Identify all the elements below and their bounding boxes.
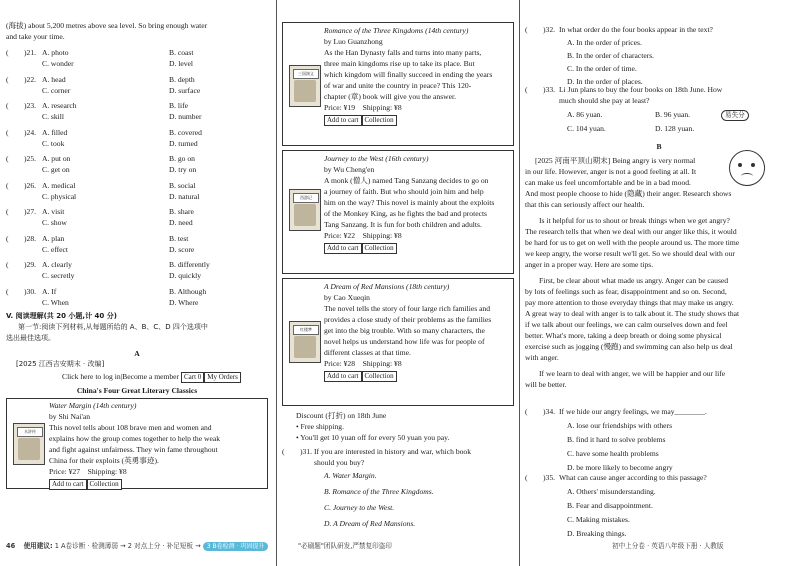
- cloze-question: ( )21. A. photo B. coast: [6, 48, 194, 57]
- option-d[interactable]: D. 128 yuan.: [655, 124, 695, 133]
- option-a[interactable]: A. In the order of prices.: [567, 38, 642, 47]
- cloze-question-options: [6, 164, 268, 175]
- para3-line-2: by lots of feelings such as fear, disappointment and so on. Second,: [525, 287, 727, 296]
- discount-bullet-2: • You'll get 10 yuan off for every 50 yuan you pay.: [296, 433, 450, 442]
- option-d[interactable]: D. Where: [169, 297, 199, 307]
- book-title: Romance of the Three Kingdoms (14th century): [324, 26, 469, 35]
- book-shipping: Shipping: ¥8: [362, 103, 402, 112]
- book-title: A Dream of Red Mansions (18th century): [324, 282, 450, 291]
- book-desc-5: chapter (章) book will give you the answer.: [324, 92, 457, 101]
- passage-b-body: [525, 155, 793, 390]
- cloze-question-options: [6, 191, 268, 202]
- passage-a-source: [2025 江西吉安期末 · 改编]: [16, 360, 105, 368]
- option-b[interactable]: B. differently: [169, 260, 210, 269]
- collection-button[interactable]: Collection: [362, 243, 397, 254]
- add-to-cart-button[interactable]: Add to cart: [324, 115, 362, 126]
- option-b[interactable]: B. depth: [169, 74, 195, 84]
- classics-title: China's Four Great Literary Classics: [76, 386, 198, 395]
- para3-line-4: A great way to deal with anger is to talk about it. The study shows that: [525, 309, 740, 318]
- book-desc-3: get into the big trouble. With so many characters, the: [324, 326, 485, 335]
- option-a[interactable]: A. 86 yuan.: [567, 110, 603, 119]
- option-c[interactable]: C. Journey to the West.: [324, 503, 395, 512]
- book-shipping: Shipping: ¥8: [87, 467, 127, 476]
- usage-step-2: 2 对点上分 · 补足短板 →: [127, 542, 201, 550]
- cloze-question: ( )26. A. medical B. social: [6, 180, 196, 190]
- para2-line-2: The research tells that when we deal with our anger like this, it would: [525, 227, 737, 236]
- para3-line-5: if we talk about our feelings, we can calm ourselves down and feel: [525, 320, 728, 329]
- book-desc-3: which kingdom will finally succeed in ending the years: [324, 70, 493, 79]
- para2-line-3: be hard for us to get on well with the people around us. The more time: [525, 238, 740, 247]
- intro-line-1: (海拔) about 5,200 metres above sea level. So bring enough water: [6, 21, 208, 30]
- book-desc-2: a journey of faith. But who should join him and help: [324, 187, 484, 196]
- book-desc-1: As the Han Dynasty falls and turns into many parts,: [324, 48, 482, 57]
- option-d[interactable]: D. need: [169, 218, 193, 227]
- option-a[interactable]: A. visit: [42, 207, 65, 216]
- para3-line-3: pay more attention to those everyday things that may make us angry.: [525, 298, 734, 307]
- para4-line-2: will be better.: [525, 380, 567, 389]
- option-c[interactable]: C. wonder: [42, 59, 74, 68]
- book-desc-1: A monk (僧人) named Tang Sanzang decides to go on: [324, 176, 489, 185]
- cloze-question-options: [6, 85, 268, 96]
- option-c[interactable]: C. took: [42, 138, 65, 148]
- option-d[interactable]: D. Breaking things.: [567, 529, 627, 538]
- book-desc-4: novel helps us understand how life was for people of: [324, 337, 485, 346]
- option-a[interactable]: A. Others' misunderstanding.: [567, 487, 656, 496]
- para3-line-7: exercise such as jogging (慢跑) and swimming can also help us deal: [525, 342, 733, 351]
- question-35: ( )35. What can cause anger according to this passage? A. Others' misunderstanding. B. Fear and disappointment. C. Making mistakes. D. Breaking things.: [525, 473, 707, 538]
- book-author: by Shi Nai'an: [49, 412, 91, 421]
- cloze-question: ( )23. A. research B. life: [6, 101, 188, 110]
- para1-line-1: [2025 河南平顶山期末] Being angry is very normal: [535, 156, 696, 165]
- book-desc-3: him on the way? This novel is mainly about the exploits: [324, 198, 495, 207]
- option-d[interactable]: D. try on: [169, 165, 197, 174]
- option-c[interactable]: C. 104 yuan.: [567, 124, 606, 133]
- option-c[interactable]: C. effect: [42, 244, 69, 254]
- option-b[interactable]: B. go on: [169, 154, 195, 163]
- book-author: by Wu Cheng'en: [324, 165, 375, 174]
- option-d[interactable]: D. level: [169, 59, 194, 68]
- book-desc-1: This novel tells about 108 brave men and women and: [49, 423, 212, 432]
- para4-line-1: If we learn to deal with anger, we will be happier and our life: [539, 369, 726, 378]
- option-a[interactable]: A. photo: [42, 48, 69, 57]
- cloze-question: ( )25. A. put on B. go on: [6, 154, 195, 163]
- book-shipping: Shipping: ¥8: [362, 231, 402, 240]
- cloze-question: ( )22. A. head B. depth: [6, 74, 195, 84]
- option-c[interactable]: C. get on: [42, 165, 70, 174]
- page-number: 46: [6, 542, 16, 550]
- para1-line-4: And most people choose to hide (隐藏) their anger. Research shows: [525, 189, 732, 198]
- para3-line-6: better. What's more, taking a deep breath or doing some physical: [525, 331, 722, 340]
- book-desc-4: China for their exploits (英勇事迹).: [49, 456, 159, 465]
- cloze-question-options: [6, 270, 268, 281]
- book-desc-4: of the Monkey King, as he fights the bad and protects: [324, 209, 488, 218]
- my-orders-button[interactable]: My Orders: [204, 372, 241, 383]
- question-31: ( )31. If you are interested in history and war, which book should you buy? A. Water Margin. B. Romance of the Three Kingdoms. C. Journey to the West. D. A Dream of Red Mansions.: [282, 447, 472, 528]
- option-d[interactable]: D. A Dream of Red Mansions.: [324, 519, 416, 528]
- error-prone-badge: 易失分: [721, 110, 749, 121]
- option-a[interactable]: A. put on: [42, 154, 71, 163]
- option-c[interactable]: C. corner: [42, 85, 71, 95]
- collection-button[interactable]: Collection: [87, 479, 122, 490]
- option-c[interactable]: C. In the order of time.: [567, 64, 637, 73]
- book-desc-5: Tang Sanzang. It is fun for both children and adults.: [324, 220, 482, 229]
- option-d[interactable]: D. be more likely to become angry: [567, 463, 673, 472]
- question-32: ( )32. In what order do the four books appear in the text? A. In the order of prices. B. In the order of characters. C. In the order of time. D. In the order of places.: [525, 25, 713, 86]
- option-d[interactable]: D. natural: [169, 191, 200, 201]
- option-c[interactable]: C. skill: [42, 112, 64, 121]
- book-cover-image: 红楼梦: [289, 321, 321, 363]
- option-d[interactable]: D. turned: [169, 138, 198, 148]
- book-price: Price: ¥28: [324, 359, 356, 368]
- book-desc-5: different classes at that time.: [324, 348, 411, 357]
- option-d[interactable]: D. quickly: [169, 271, 202, 280]
- book-title: Water Margin (14th century): [49, 401, 137, 410]
- usage-step-1: 1 A卷诊断 · 检测薄弱 →: [54, 542, 126, 550]
- passage-a-letter: A: [134, 349, 140, 358]
- option-b[interactable]: B. social: [169, 180, 196, 190]
- cart-button[interactable]: Cart 0: [181, 372, 204, 383]
- option-b[interactable]: B. Romance of the Three Kingdoms.: [324, 487, 434, 496]
- book-desc-1: The novel tells the story of four large rich families and: [324, 304, 491, 313]
- cloze-question-options: [6, 244, 268, 255]
- cloze-question-options: [6, 217, 268, 228]
- option-b[interactable]: B. life: [169, 101, 188, 110]
- option-b[interactable]: B. 96 yuan.: [655, 110, 691, 119]
- passage-b-letter: B: [656, 142, 662, 151]
- collection-button[interactable]: Collection: [362, 115, 397, 126]
- discount-heading: Discount (打折) on 18th June: [296, 411, 387, 420]
- book-cover-image: 水浒传: [13, 423, 45, 465]
- option-c[interactable]: C. have some health problems: [567, 449, 659, 458]
- option-b[interactable]: B. find it hard to solve problems: [567, 435, 666, 444]
- book-price: Price: ¥19: [324, 103, 356, 112]
- book-desc-2: explains how the group comes together to help the weak: [49, 434, 221, 443]
- para1-line-5: that this can seriously affect our health.: [525, 200, 645, 209]
- option-b[interactable]: B. Fear and disappointment.: [567, 501, 653, 510]
- question-33: ( )33. Li Jun plans to buy the four books on 18th June. How much should she pay at least? A. 86 yuan. B. 96 yuan. C. 104 yuan. D. 128 yuan.: [525, 85, 723, 133]
- book-desc-4: of war and unite the country in peace? This 120-: [324, 81, 472, 90]
- option-b[interactable]: B. test: [169, 233, 189, 243]
- footer-right: 初中上分卷 · 英语八年级下册 · 人教版: [612, 542, 724, 550]
- book-cover-image: 三国演义: [289, 65, 321, 107]
- book-card-three-kingdoms: [282, 22, 514, 146]
- book-card-journey-west: [282, 150, 514, 274]
- cloze-question: ( )28. A. plan B. test: [6, 233, 189, 243]
- option-c[interactable]: C. When: [42, 297, 69, 307]
- option-a[interactable]: A. Water Margin.: [324, 471, 377, 480]
- cloze-question-options: [6, 58, 268, 69]
- book-shipping: Shipping: ¥8: [362, 359, 402, 368]
- cloze-question: ( )29. A. clearly B. differently: [6, 260, 210, 269]
- cloze-question: ( )24. A. filled B. covered: [6, 127, 202, 137]
- option-c[interactable]: C. secretly: [42, 271, 75, 280]
- para2-line-5: anger in a proper way. Here are some tips.: [525, 260, 654, 269]
- para3-line-8: with anger.: [525, 353, 559, 362]
- cloze-question-list: [6, 47, 268, 312]
- para3-line-1: First, be clear about what made us angry. Anger can be caused: [539, 276, 729, 285]
- add-to-cart-button[interactable]: Add to cart: [324, 243, 362, 254]
- option-b[interactable]: B. covered: [169, 127, 202, 137]
- option-a[interactable]: A. clearly: [42, 260, 72, 269]
- footer-left: [6, 540, 268, 551]
- footer-center: "必刷题"团队研发,严禁复印盗印: [298, 542, 392, 550]
- option-a[interactable]: A. research: [42, 101, 77, 110]
- option-a[interactable]: A. head: [42, 74, 66, 84]
- book-author: by Cao Xueqin: [324, 293, 370, 302]
- book-title: Journey to the West (16th century): [324, 154, 429, 163]
- option-a[interactable]: A. filled: [42, 127, 68, 137]
- question-34: ( )34. If we hide our angry feelings, we may________. A. lose our friendships with others B. find it hard to solve problems C. have some health problems D. be more likely to become angry: [525, 407, 707, 472]
- discount-bullet-1: • Free shipping.: [296, 422, 345, 431]
- book-card-red-mansions: [282, 278, 514, 406]
- intro-line-2: and take your time.: [6, 32, 65, 41]
- section-instruction-1: 第一节:阅读下列材料,从每题所给的 A、B、C、D 四个选项中: [18, 323, 208, 331]
- cloze-question: ( )30. A. If B. Although: [6, 286, 207, 296]
- option-d[interactable]: D. score: [169, 244, 195, 254]
- section-title: V. 阅读理解(共 20 小题,计 40 分): [6, 312, 117, 320]
- login-link[interactable]: Click here to log in|Become a member: [62, 372, 180, 381]
- option-a[interactable]: A. If: [42, 286, 57, 296]
- book-cover-image: 西游记: [289, 189, 321, 231]
- book-desc-2: provides a close study of their problems as the families: [324, 315, 492, 324]
- option-b[interactable]: B. Although: [169, 286, 207, 296]
- para2-line-1: Is it helpful for us to shout or break things when we get angry?: [539, 216, 730, 225]
- usage-step-3: 3 B卷检测 · 巩固提升: [203, 542, 269, 551]
- book-desc-2: three main kingdoms rise up to take its place. But: [324, 59, 475, 68]
- add-to-cart-button[interactable]: Add to cart: [324, 371, 362, 382]
- book-price: Price: ¥22: [324, 231, 356, 240]
- usage-label: 使用建议:: [23, 542, 53, 550]
- cloze-question-options: [6, 138, 268, 149]
- book-price: Price: ¥27: [49, 467, 81, 476]
- option-a[interactable]: A. plan: [42, 233, 65, 243]
- option-d[interactable]: D. In the order of places.: [567, 77, 643, 86]
- option-c[interactable]: C. physical: [42, 191, 77, 201]
- add-to-cart-button[interactable]: Add to cart: [49, 479, 87, 490]
- option-b[interactable]: B. In the order of characters.: [567, 51, 655, 60]
- option-c[interactable]: C. Making mistakes.: [567, 515, 630, 524]
- option-a[interactable]: A. lose our friendships with others: [567, 421, 673, 430]
- para1-line-3: can make us feel uncomfortable and be in a bad mood.: [525, 178, 691, 187]
- option-a[interactable]: A. medical: [42, 180, 76, 190]
- collection-button[interactable]: Collection: [362, 371, 397, 382]
- book-card-water-margin: [6, 398, 268, 489]
- option-d[interactable]: D. number: [169, 112, 202, 121]
- option-b[interactable]: B. share: [169, 207, 194, 216]
- section-instruction-2: 选出最佳选项。: [6, 334, 55, 342]
- option-c[interactable]: C. show: [42, 218, 67, 227]
- option-d[interactable]: D. surface: [169, 85, 201, 95]
- book-author: by Luo Guanzhong: [324, 37, 383, 46]
- cloze-question: ( )27. A. visit B. share: [6, 207, 194, 216]
- cloze-question-options: [6, 111, 268, 122]
- para1-line-2: in our life. However, anger is not a good feeling at all. It: [525, 167, 697, 176]
- cloze-question-options: [6, 297, 268, 308]
- book-desc-3: and fight against unfairness. They win fame throughout: [49, 445, 218, 454]
- para2-line-4: we keep angry, the worse result we'll get. So we should deal with our: [525, 249, 735, 258]
- option-b[interactable]: B. coast: [169, 48, 194, 57]
